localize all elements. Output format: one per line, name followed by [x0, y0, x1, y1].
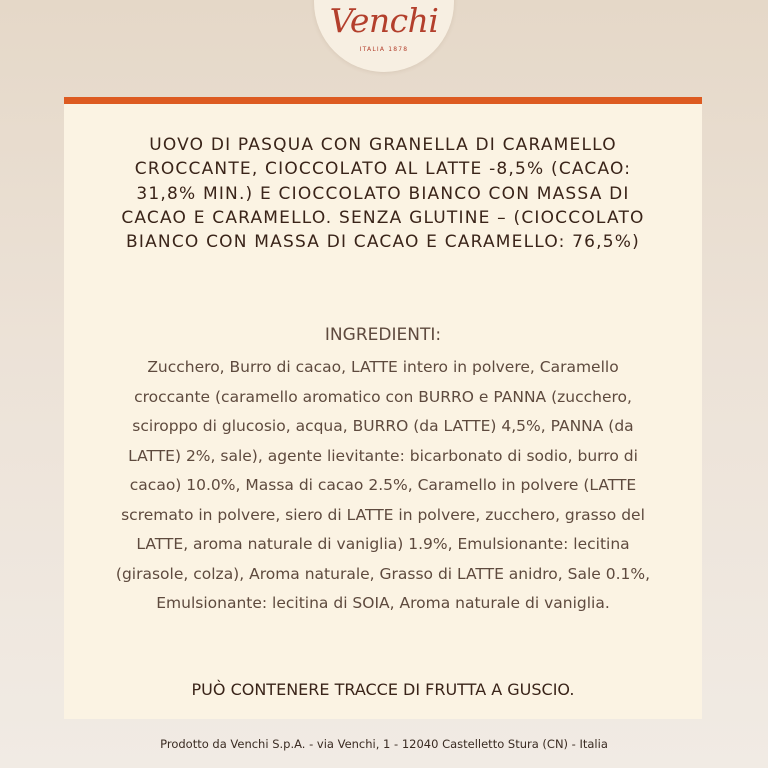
product-title: UOVO DI PASQUA CON GRANELLA DI CARAMELLO CROCCANTE, CIOCCOLATO AL LATTE -8,5% (CACAO: 31,8% MIN.) E CIOCCOLATO BIANCO CON MASSA DI CACAO E CARAMELLO. SENZA GLUTINE – (CIOCCOLATO BIANCO CON MASSA DI CACAO E CARAMELLO: 76,5%): [121, 135, 645, 253]
brand-logo-badge: [314, 0, 454, 72]
ingredients-heading: INGREDIENTI:: [324, 325, 442, 345]
allergen-warning: PUÒ CONTENERE TRACCE DI FRUTTA A GUSCIO.: [191, 680, 575, 699]
producer-footer: Prodotto da Venchi S.p.A. - via Venchi, 1 - 12040 Castelletto Stura (CN) - Italia: [160, 737, 608, 751]
brand-logo-wordmark: Venchi: [329, 1, 439, 40]
product-info-card: [64, 97, 702, 719]
brand-logo-tagline: ITALIA 1878: [359, 46, 409, 53]
ingredients-list: Zucchero, Burro di cacao, LATTE intero in polvere, Caramello croccante (caramello aromatico con BURRO e PANNA (zucchero, sciroppo di glucosio, acqua, BURRO (da LATTE) 4,5%, PANNA (da LATTE) 2%, sale), agente lievitante: bicarbonato di sodio, burro di cacao) 10.0%, Massa di cacao 2.5%, Caramello in polvere (LATTE scremato in polvere, siero di LATTE in polvere, zucchero, grasso del LATTE, aroma naturale di vaniglia) 1.9%, Emulsionante: lecitina (girasole, colza), Aroma naturale, Grasso di LATTE anidro, Sale 0.1%, Emulsionante: lecitina di SOIA, Aroma naturale di vaniglia.: [115, 358, 651, 612]
card-accent-stripe: [64, 97, 702, 104]
